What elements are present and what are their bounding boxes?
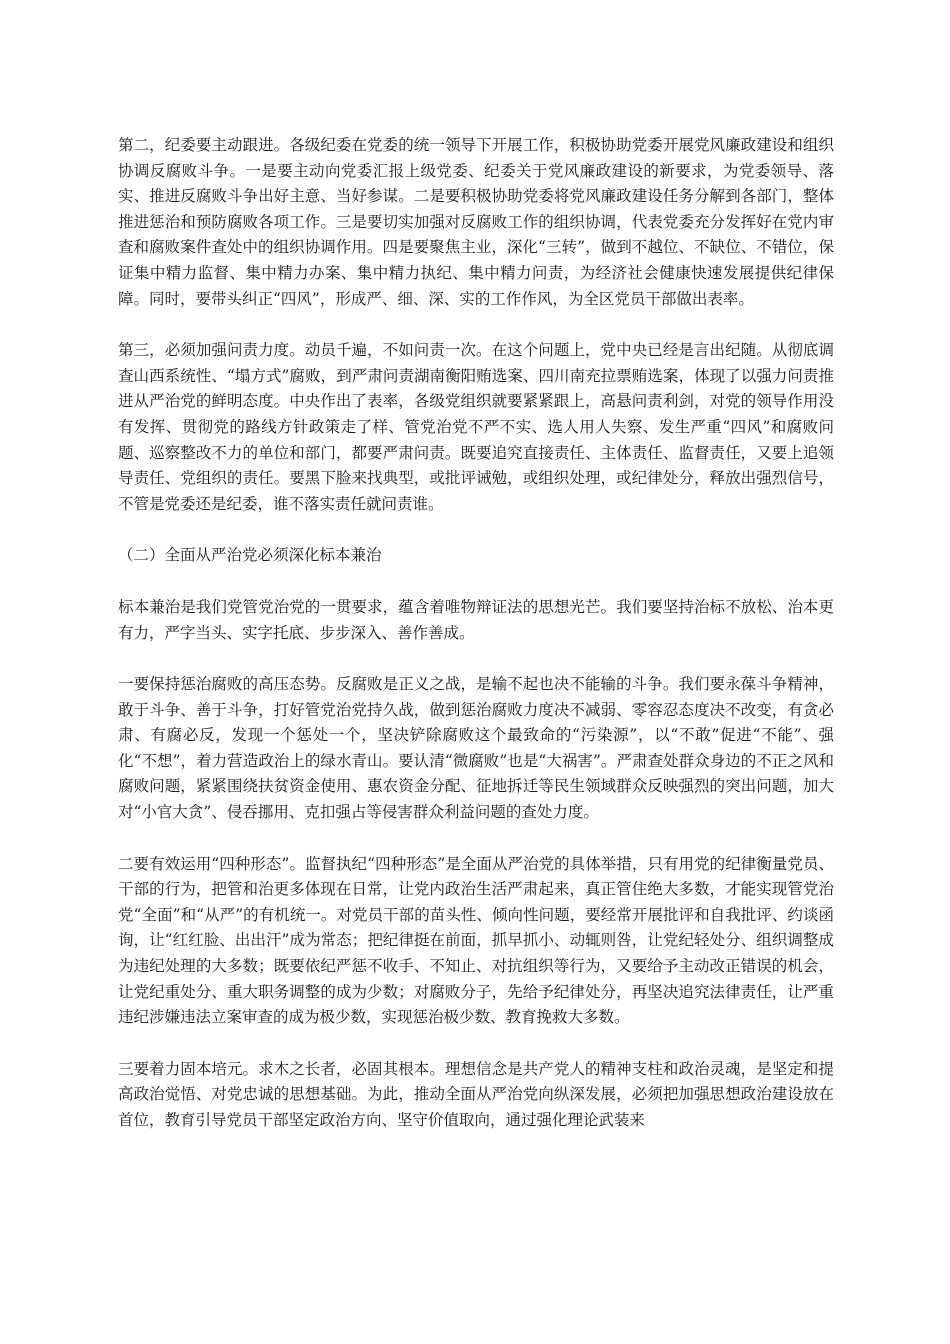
paragraph-four-forms: 二要有效运用“四种形态”。监督执纪“四种形态”是全面从严治党的具体举措，只有用党的纪律衡量党员、干部的行为，把管和治更多体现在日常，让党内政治生活严肃起来，真正管住绝大多数，才能实现管党治党“全面”和“从严”的有机统一。对党员干部的苗头性、倾向性问题，要经常开展批评和自我批评、约谈函询，让“红红脸、出出汗”成为常态；把纪律挺在前面，抓早抓小、动辄则咎，让党纪轻处分、组织调整成为违纪处理的大多数；既要依纪严惩不收手、不知止、对抗组织等行为，又要给予主动改正错误的机会，让党纪重处分、重大职务调整的成为少数；对腐败分子，先给予纪律处分，再坚决追究法律责任，让严重违纪涉嫌违法立案审查的成为极少数，实现惩治极少数、教育挽救大多数。: [118, 854, 834, 1027]
paragraph-discipline-commission: 第二，纪委要主动跟进。各级纪委在党委的统一领导下开展工作，积极协助党委开展党风廉政建设和组织协调反腐败斗争。一是要主动向党委汇报上级党委、纪委关于党风廉政建设的新要求，为党委领导、落实、推进反腐败斗争出好主意、当好参谋。二是要积极协助党委将党风廉政建设任务分解到各部门，整体推进惩治和预防腐败各项工作。三是要切实加强对反腐败工作的组织协调，代表党委充分发挥好在党内审查和腐败案件查处中的组织协调作用。四是要聚焦主业，深化“三转”，做到不越位、不缺位、不错位，保证集中精力监督、集中精力办案、集中精力执纪、集中精力问责，为经济社会健康快速发展提供纪律保障。同时，要带头纠正“四风”，形成严、细、深、实的工作作风，为全区党员干部做出表率。: [118, 136, 834, 308]
document-body: [118, 133, 834, 1160]
paragraph-accountability: 第三，必须加强问责力度。动员千遍，不如问责一次。在这个问题上，党中央已经是言出纪随。从彻底调查山西系统性、“塌方式”腐败，到严肃问责湖南衡阳贿选案、四川南充拉票贿选案，体现了以强力问责推进从严治党的鲜明态度。中央作出了表率，各级党组织就要紧紧跟上，高悬问责利剑，对党的领导作用没有发挥、贯彻党的路线方针政策走了样、管党治党不严不实、选人用人失察、发生严重“四风”和腐败问题、巡察整改不力的单位和部门，都要严肃问责。既要追究直接责任、主体责任、监督责任，又要上追领导责任、党组织的责任。要黑下脸来找典型，或批评诫勉，或组织处理，或纪律处分，释放出强烈信号，不管是党委还是纪委，谁不落实责任就问责谁。: [118, 341, 834, 513]
section-heading: （二）全面从严治党必须深化标本兼治: [118, 546, 382, 565]
paragraph-anti-corruption: 一要保持惩治腐败的高压态势。反腐败是正义之战，是输不起也决不能输的斗争。我们要永葆斗争精神，敢于斗争、善于斗争，打好管党治党持久战，做到惩治腐败力度决不减弱、零容忍态度决不改变，有贪必肃、有腐必反，发现一个惩处一个，坚决铲除腐败这个最致命的“污染源”，以“不敢”促进“不能”、强化“不想”，着力营造政治上的绿水青山。要认清“微腐败”也是“大祸害”。严肃查处群众身边的不正之风和腐败问题，紧紧围绕扶贫资金使用、惠农资金分配、征地拆迁等民生领域群众反映强烈的突出问题，加大对“小官大贪”、侵吞挪用、克扣强占等侵害群众利益问题的查处力度。: [118, 675, 834, 822]
paragraph-intro: 标本兼治是我们党管党治党的一贯要求，蕴含着唯物辩证法的思想光芒。我们要坚持治标不放松、治本更有力，严字当头、实字托底、步步深入、善作善成。: [118, 597, 834, 642]
paragraph-foundation: 三要着力固本培元。求木之长者，必固其根本。理想信念是共产党人的精神支柱和政治灵魂，是坚定和提高政治觉悟、对党忠诚的思想基础。为此，推动全面从严治党向纵深发展，必须把加强思想政治建设放在首位，教育引导党员干部坚定政治方向、坚守价值取向，通过强化理论武装来: [118, 1059, 834, 1129]
